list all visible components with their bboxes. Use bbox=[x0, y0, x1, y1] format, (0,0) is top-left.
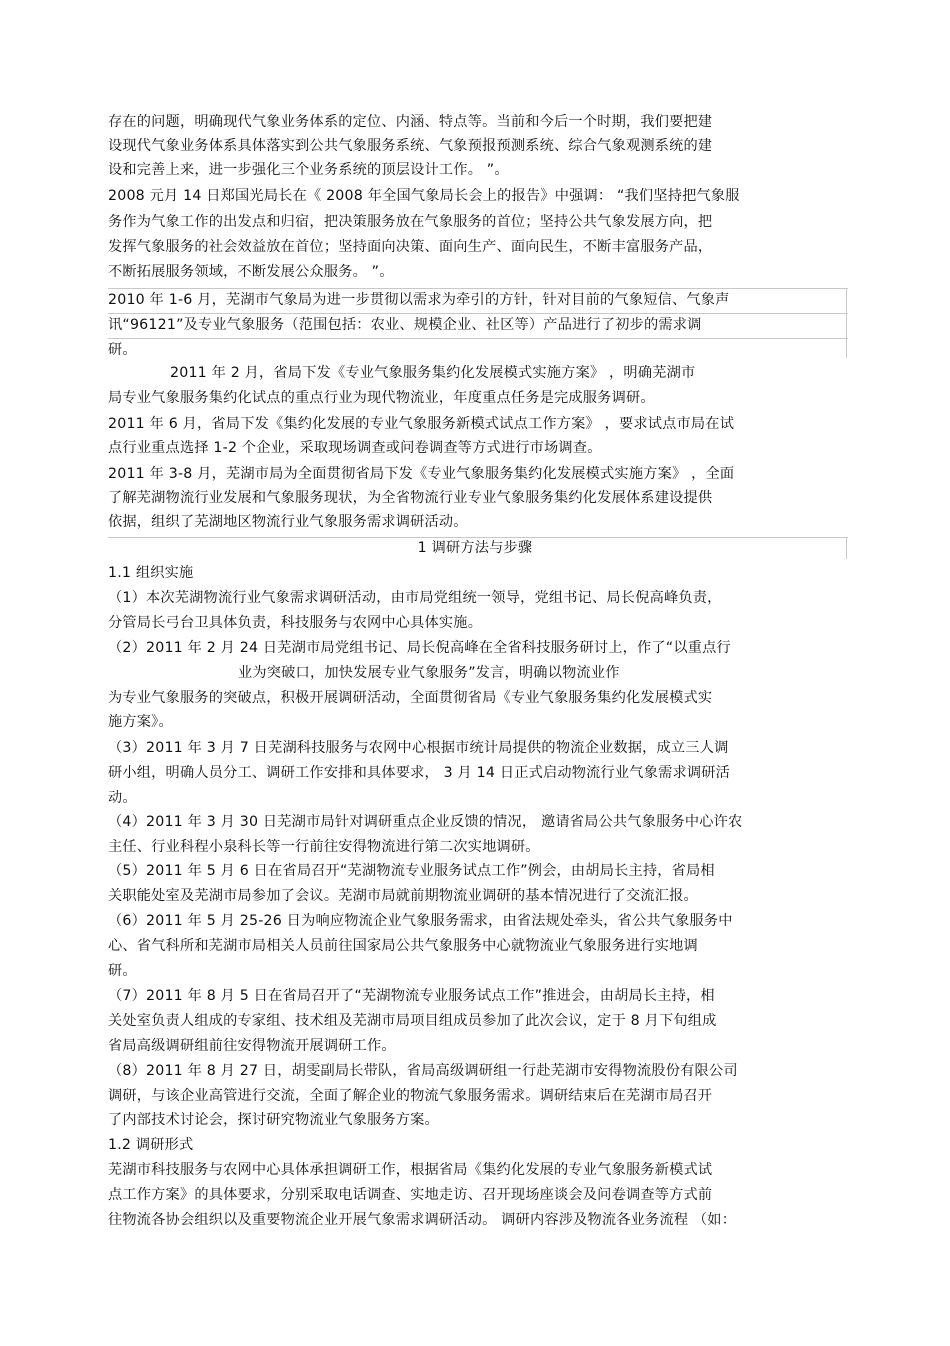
text-line: 依据，组织了芜湖地区物流行业气象服务需求调研活动。 bbox=[108, 514, 468, 530]
text-line: 关职能处室及芜湖市局参加了会议。芜湖市局就前期物流业调研的基本情况进行了交流汇报。 bbox=[108, 888, 698, 904]
text-line: 设现代气象业务体系具体落实到公共气象服务系统、气象预报预测系统、综合气象观测系统的建 bbox=[108, 138, 713, 154]
text-line: 主任、行业科程小泉科长等一行前往安得物流进行第二次实地调研。 bbox=[108, 839, 540, 855]
text-line: 动。 bbox=[108, 790, 137, 806]
text-line: （3）2011 年 3 月 7 日芜湖科技服务与农网中心根据市统计局提供的物流企业数据，成立三人调 bbox=[108, 740, 729, 756]
text-line: （5）2011 年 5 月 6 日在省局召开“芜湖物流专业服务试点工作”例会，由胡局长主持，省局相 bbox=[108, 863, 715, 879]
text-line: 施方案》。 bbox=[108, 714, 173, 730]
text-line: 芜湖市科技服务与农网中心具体承担调研工作，根据省局《集约化发展的专业气象服务新模式试 bbox=[108, 1162, 713, 1178]
text-line: 业为突破口，加快发展专业气象服务”发言，明确以物流业作 bbox=[238, 665, 620, 681]
table-rule-top bbox=[108, 288, 848, 289]
text-line: 分管局长弓台卫具体负责，科技服务与农网中心具体实施。 bbox=[108, 615, 483, 631]
text-line: 了内部技术讨论会，探讨研究物流业气象服务方案。 bbox=[108, 1112, 439, 1128]
text-line: 往物流各协会组织以及重要物流企业开展气象需求调研活动。 调研内容涉及物流各业务流程 （如： bbox=[108, 1212, 737, 1228]
text-line: 研。 bbox=[108, 963, 137, 979]
text-line: 2008 元月 14 日郑国光局长在《 2008 年全国气象局长会上的报告》中强调： “我们坚持把气象服 bbox=[108, 188, 740, 204]
table-rule-bottom bbox=[108, 338, 848, 339]
text-line: 点行业重点选择 1-2 个企业，采取现场调查或问卷调查等方式进行市场调查。 bbox=[108, 440, 602, 456]
text-line: 点工作方案》的具体要求，分别采取电话调查、实地走访、召开现场座谈会及问卷调查等方式前 bbox=[108, 1187, 713, 1203]
text-line: 务作为气象工作的出发点和归宿，把决策服务放在气象服务的首位；坚持公共气象发展方向，把 bbox=[108, 214, 713, 230]
subsection-heading: 1.2 调研形式 bbox=[108, 1137, 194, 1153]
text-line: （8）2011 年 8 月 27 日，胡雯副局长带队，省局高级调研组一行赴芜湖市安得物流股份有限公司 bbox=[108, 1063, 738, 1079]
text-line: 讯“96121”及专业气象服务（范围包括：农业、规模企业、社区等）产品进行了初步的需求调 bbox=[108, 317, 702, 333]
text-line: 设和完善上来，进一步强化三个业务系统的顶层设计工作。 ”。 bbox=[108, 162, 509, 178]
text-line: 2011 年 6 月，省局下发《集约化发展的专业气象服务新模式试点工作方案》 ，要求试点市局在试 bbox=[108, 416, 735, 432]
text-line: 研。 bbox=[108, 342, 137, 358]
text-line: 2011 年 3-8 月，芜湖市局为全面贯彻省局下发《专业气象服务集约化发展模式实施方案》 ，全面 bbox=[108, 466, 735, 482]
text-line: （4）2011 年 3 月 30 日芜湖市局针对调研重点企业反馈的情况， 邀请省局公共气象服务中心许农 bbox=[108, 814, 743, 830]
text-line: （1）本次芜湖物流行业气象需求调研活动，由市局党组统一领导，党组书记、局长倪高峰负责， bbox=[108, 590, 722, 606]
text-line: 为专业气象服务的突破点，积极开展调研活动，全面贯彻省局《专业气象服务集约化发展模式实 bbox=[108, 690, 713, 706]
table-rule-right bbox=[846, 288, 847, 358]
text-line: （7）2011 年 8 月 5 日在省局召开了“芜湖物流专业服务试点工作”推进会，由胡局长主持，相 bbox=[108, 988, 715, 1004]
text-line: 关处室负责人组成的专家组、技术组及芜湖市局项目组成员参加了此次会议，定于 8 月下旬组成 bbox=[108, 1013, 717, 1029]
text-line: 研小组，明确人员分工、调研工作安排和具体要求， 3 月 14 日正式启动物流行业气象需求调研活 bbox=[108, 765, 731, 781]
text-line: 省局高级调研组前往安得物流开展调研工作。 bbox=[108, 1038, 396, 1054]
text-line: 2010 年 1-6 月，芜湖市气象局为进一步贯彻以需求为牵引的方针，针对目前的气象短信、气象声 bbox=[108, 292, 730, 308]
text-line: 发挥气象服务的社会效益放在首位；坚持面向决策、面向生产、面向民生，不断丰富服务产品， bbox=[108, 239, 713, 255]
text-line: （6）2011 年 5 月 25-26 日为响应物流企业气象服务需求，由省法规处牵头，省公共气象服务中 bbox=[108, 913, 733, 929]
text-line: 不断拓展服务领域，不断发展公众服务。 ”。 bbox=[108, 264, 394, 280]
section-rule-top bbox=[108, 537, 848, 538]
text-line: 局专业气象服务集约化试点的重点行业为现代物流业，年度重点任务是完成服务调研。 bbox=[108, 390, 655, 406]
text-line: 2011 年 2 月，省局下发《专业气象服务集约化发展模式实施方案》 ，明确芜湖市 bbox=[170, 365, 696, 381]
section-heading: 1 调研方法与步骤 bbox=[417, 540, 533, 556]
text-line: 存在的问题，明确现代气象业务体系的定位、内涵、特点等。当前和今后一个时期，我们要把建 bbox=[108, 114, 713, 130]
subsection-heading: 1.1 组织实施 bbox=[108, 565, 194, 581]
text-line: （2）2011 年 2 月 24 日芜湖市局党组书记、局长倪高峰在全省科技服务研讨上，作了“以重点行 bbox=[108, 640, 731, 656]
text-line: 了解芜湖物流行业发展和气象服务现状，为全省物流行业专业气象服务集约化发展体系建设提供 bbox=[108, 490, 713, 506]
text-line: 心、省气科所和芜湖市局相关人员前往国家局公共气象服务中心就物流业气象服务进行实地调 bbox=[108, 938, 698, 954]
table-rule-mid bbox=[108, 313, 848, 314]
text-line: 调研，与该企业高管进行交流，全面了解企业的物流气象服务需求。调研结束后在芜湖市局召开 bbox=[108, 1088, 713, 1104]
